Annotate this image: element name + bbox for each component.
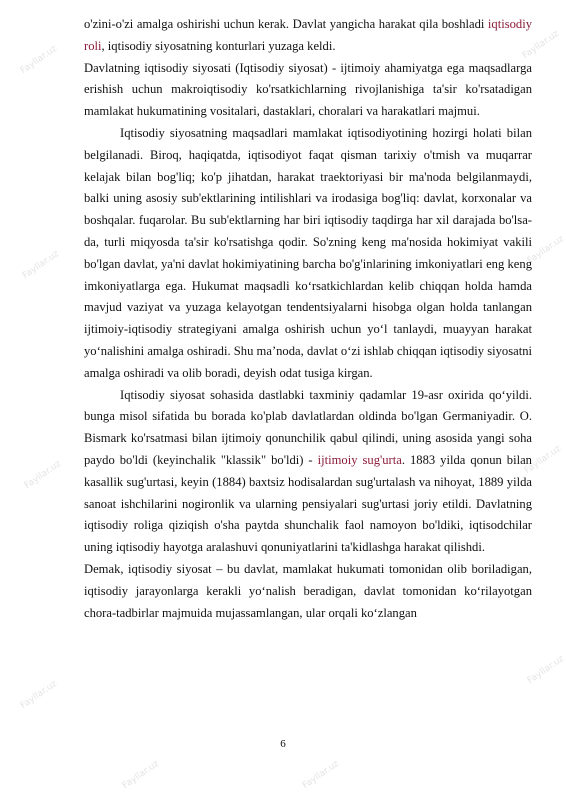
watermark-stamp: Fayllar.uz xyxy=(20,248,61,282)
paragraph xyxy=(84,559,532,624)
page-number: 6 xyxy=(280,738,286,750)
body-text xyxy=(84,14,532,624)
paragraph xyxy=(84,123,532,385)
paragraph xyxy=(84,14,532,58)
watermark-stamp: Fayllar.uz xyxy=(525,653,566,687)
watermark-stamp: Fayllar.uz xyxy=(18,43,59,77)
text-run: Iqtisodiy siyosatning maqsadlari mamlakat iqtisodiyotining hozirgi holati bilan belgilanadi. Biroq, haqiqatda, iqtisodiyot faqat qisman tarixiy o'tmish va muqarrar kelajak bilan bog'liq; ko'p jihatdan, harakat traektoriyasi bir ma'noda belgilanmaydi, balki uning asosiy sub'ektlarining intilishlari va irodasiga bog'liq: davlat, korxonalar va boshqalar. fuqarolar. Bu sub'ektlarning har biri iqtisodiy taqdirga har xil darajada bo'lsa-da, turli miqyosda ta'sir ko'rsatishga qodir. So'zning keng ma'nosida hokimiyat vakili bo'lgan davlat, ya'ni davlat hokimiyatining barcha bo'g'inlarining imkoniyatlari eng keng imkoniyatlarga ega. Hukumat maqsadli ko‘rsatkichlardan kelib chiqqan holda hamda mavjud vaziyat va yuzaga kelayotgan tendentsiyalarni hisobga olgan holda tanlangan ijtimoiy-iqtisodiy strategiyani amalga oshirish uchun yo‘l tanlaydi, muayyan harakat yo‘nalishini amalga oshiradi. Shu ma’noda, davlat o‘zi ishlab chiqqan iqtisodiy siyosatni amalga oshiradi va olib boradi, deyish odat tusiga kirgan. xyxy=(84,125,532,380)
watermark-stamp: Fayllar.uz xyxy=(522,443,563,477)
watermark-stamp: Fayllar.uz xyxy=(300,758,341,792)
text-run: Iqtisodiy siyosat sohasida dastlabki taxminiy qadamlar 19-asr oxirida qo‘yildi. bunga misol sifatida bu borada ko'plab davlatlardan oldinda bo'lgan Germaniyadir. O. Bismark ko'rsatmasi bilan ijtimoiy qonunchilik qabul qilindi, uning asosida yangi soha paydo bo'ldi (keyinchalik "klassik" bo'ldi) - xyxy=(84,387,532,467)
text-run: o'zini-o'zi amalga oshirishi uchun kerak. Davlat yangicha harakat qila boshladi xyxy=(84,17,488,31)
hyperlink[interactable]: ijtimoiy sug'urta xyxy=(317,452,402,467)
text-run: . 1883 yilda qonun bilan kasallik sug'urtasi, keyin (1884) baxtsiz hodisalardan sug'urtalash va nihoyat, 1889 yilda sanoat ishchilarini nogironlik va ularning pensiyalari sug'urtasi joriy etildi. Davlatning iqtisodiy roliga qiziqish o'sha paytda shunchalik faol namoyon bo'ldiki, iqtisodchilar uning iqtisodiy hayotga aralashuvi qonuniyatlarini ta'kidlashga harakat qilishdi. xyxy=(84,452,532,555)
watermark-stamp: Fayllar.uz xyxy=(18,678,59,712)
text-run: , iqtisodiy siyosatning konturlari yuzaga keldi. xyxy=(101,38,336,53)
watermark-stamp: Fayllar.uz xyxy=(120,758,161,792)
watermark-stamp: Fayllar.uz xyxy=(520,28,561,62)
text-run: Davlatning iqtisodiy siyosati (Iqtisodiy siyosat) - ijtimoiy ahamiyatga ega maqsadlarga erishish uchun makroiqtisodiy ko'rsatkichlarning rivojlanishiga ta'sir ko'rsatadigan mamlakat hukumatining vositalari, dastaklari, choralari va harakatlari majmui. xyxy=(84,60,532,119)
paragraph xyxy=(84,58,532,123)
text-run: Demak, iqtisodiy siyosat – bu davlat, mamlakat hukumati tomonidan olib boriladigan, iqtisodiy jarayonlarga kerakli yo‘nalish beradigan, davlat tomonidan ko‘rilayotgan chora-tadbirlar majmuida mujassamlangan, ular orqali ko‘zlangan xyxy=(84,561,532,620)
watermark-stamp: Fayllar.uz xyxy=(525,233,566,267)
paragraph xyxy=(84,385,532,559)
hyperlink[interactable]: iqtisodiy roli xyxy=(84,17,532,53)
watermark-stamp: Fayllar.uz xyxy=(22,458,63,492)
